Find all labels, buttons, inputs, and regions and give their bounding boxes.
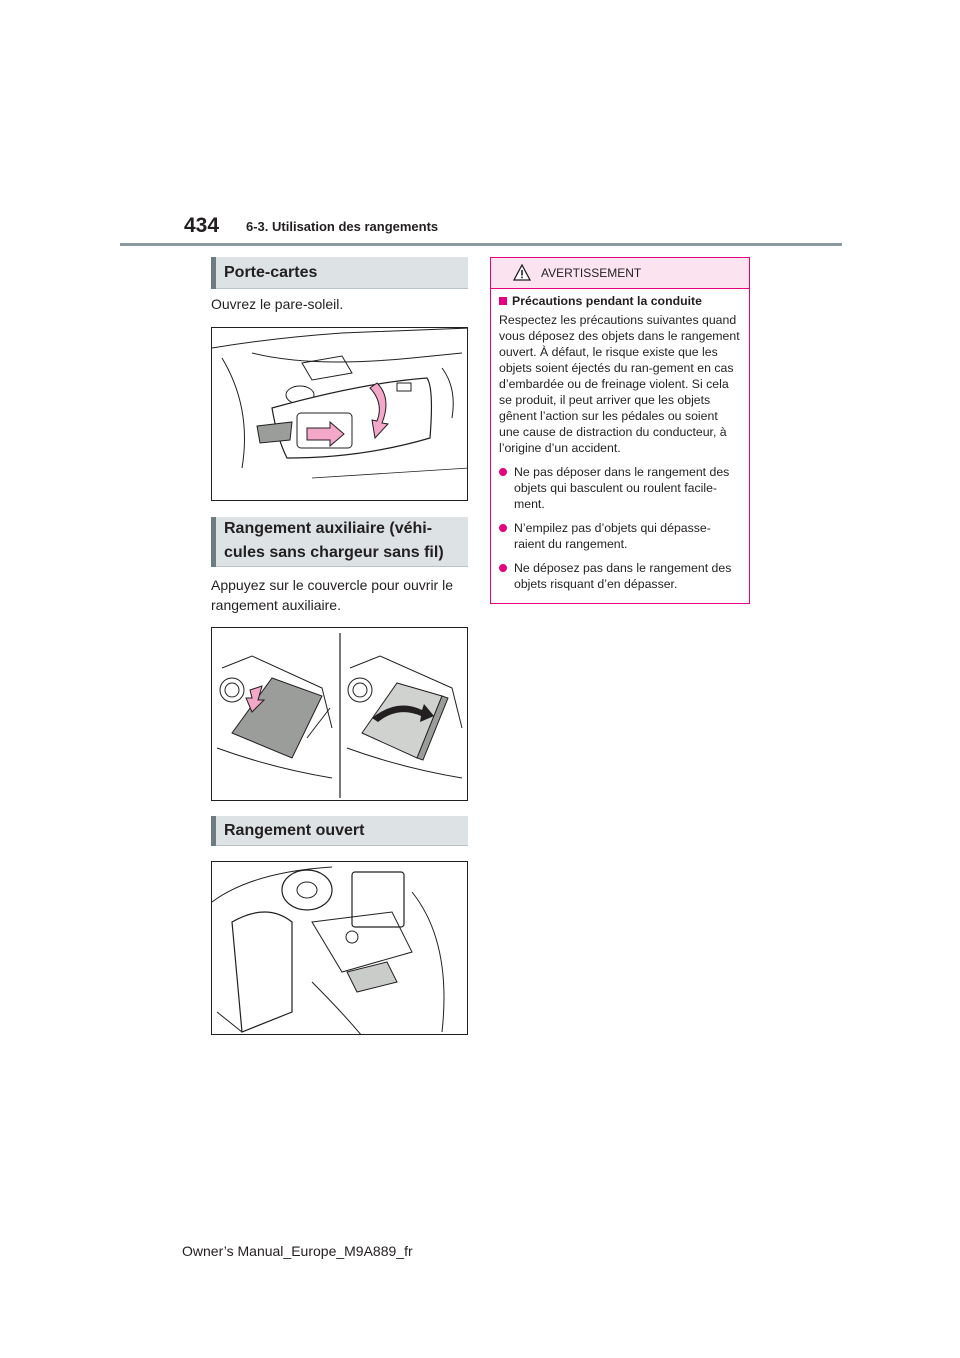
header-rule: [120, 243, 842, 246]
footer-text: Owner’s Manual_Europe_M9A889_fr: [182, 1243, 413, 1259]
aux-storage-text: Appuyez sur le couvercle pour ouvrir le rangement auxiliaire.: [211, 577, 454, 613]
warning-header: [491, 258, 749, 289]
square-bullet-icon: [499, 297, 507, 305]
warning-bullet: N’empilez pas d’objets qui dépasse-raient du rangement.: [499, 520, 741, 552]
warning-title: AVERTISSEMENT: [541, 266, 642, 280]
open-tray-illustration: [211, 861, 468, 1035]
card-holder-text: Ouvrez le pare-soleil.: [211, 296, 344, 312]
bullet-dot-icon: [499, 468, 507, 476]
bullet-dot-icon: [499, 564, 507, 572]
aux-storage-illustration: [211, 627, 468, 801]
warning-box: [490, 257, 750, 604]
heading-card-holder: Porte-cartes: [211, 257, 468, 289]
heading-open-tray: Rangement ouvert: [211, 816, 468, 846]
bullet-dot-icon: [499, 524, 507, 532]
warning-bullet: Ne pas déposer dans le rangement des objets qui basculent ou roulent facile-ment.: [499, 464, 741, 512]
page-number: 434: [184, 214, 220, 237]
heading-aux-storage: Rangement auxiliaire (véhi- cules sans chargeur sans fil): [211, 517, 468, 567]
sun-visor-illustration: [211, 327, 468, 501]
section-title: 6-3. Utilisation des rangements: [246, 219, 439, 234]
warning-subheading: Précautions pendant la conduite: [499, 293, 741, 309]
warning-triangle-icon: [513, 264, 531, 281]
warning-bullet: Ne déposez pas dans le rangement des objets risquant d’en dépasser.: [499, 560, 741, 592]
warning-paragraph: Respectez les précautions suivantes quand vous déposez des objets dans le rangement ouvert. À défaut, le risque existe que les objets soient éjectés du ran-gement en cas d’embardée ou de freinage violent. Si cela se produit, il peut arriver que les objets gênent l’action sur les pédales ou soient une cause de distraction du conducteur, à l’origine d’un accident.: [499, 313, 740, 455]
